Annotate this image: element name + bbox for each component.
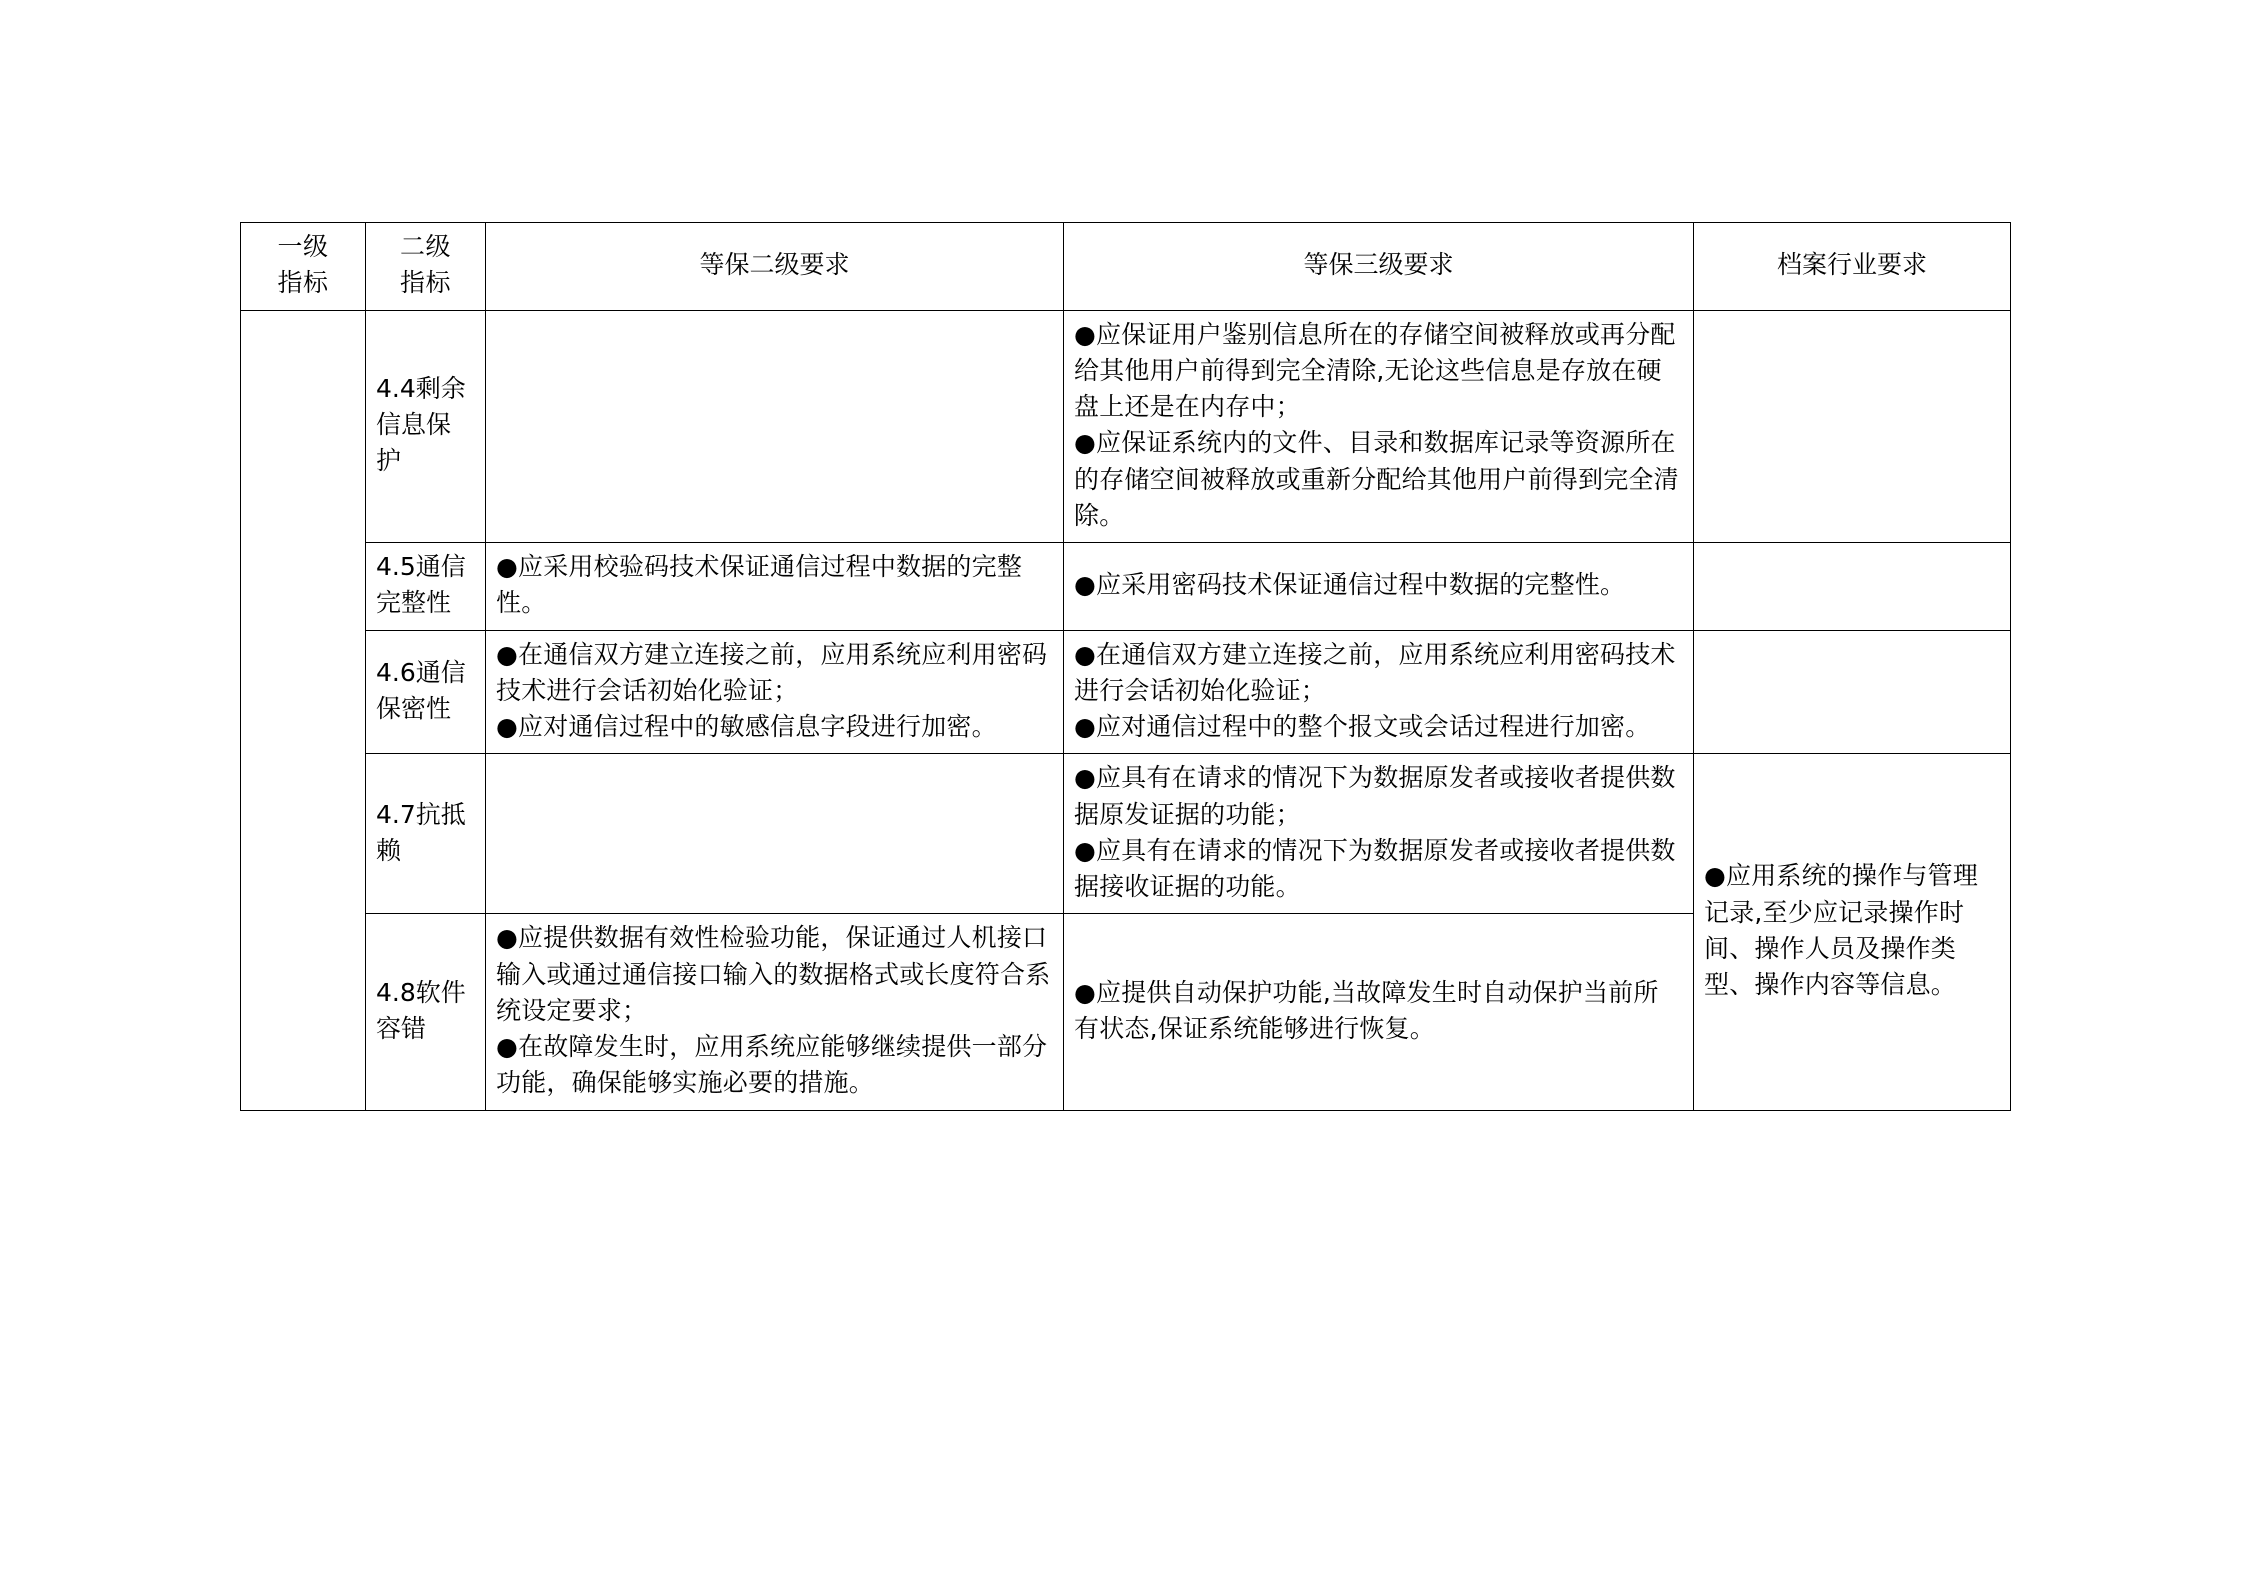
table-row — [241, 630, 2011, 754]
column-header-level3-requirement: 等保三级要求 — [1064, 223, 1694, 311]
column-header-archive-requirement: 档案行业要求 — [1694, 223, 2011, 311]
table-header-row — [241, 223, 2011, 311]
requirement-paragraph: ●应具有在请求的情况下为数据原发者或接收者提供数据接收证据的功能。 — [1074, 835, 1676, 901]
requirement-paragraph: ●应具有在请求的情况下为数据原发者或接收者提供数据原发证据的功能； — [1074, 763, 1676, 829]
requirement-paragraph: ●应提供数据有效性检验功能，保证通过人机接口输入或通过通信接口输入的数据格式或长度符合系统设定要求； — [496, 923, 1051, 1025]
level2-index-line: 完整性 — [376, 588, 452, 618]
column-header-level2-requirement: 等保二级要求 — [486, 223, 1064, 311]
archive-requirement-cell — [1694, 754, 2011, 1110]
requirement-paragraph: ●应保证系统内的文件、目录和数据库记录等资源所在的存储空间被释放或重新分配给其他用户前得到完全清除。 — [1074, 428, 1679, 530]
level2-requirement-cell — [486, 310, 1064, 543]
level2-index-line: 护 — [376, 446, 402, 476]
requirement-paragraph: ●应提供自动保护功能,当故障发生时自动保护当前所有状态,保证系统能够进行恢复。 — [1074, 977, 1659, 1043]
requirement-paragraph: ●应采用校验码技术保证通信过程中数据的完整性。 — [496, 552, 1023, 618]
requirement-paragraph: ●在故障发生时，应用系统应能够继续提供一部分功能，确保能够实施必要的措施。 — [496, 1032, 1048, 1098]
level3-requirement-cell — [1064, 914, 1694, 1110]
level2-requirement-cell — [486, 914, 1064, 1110]
column-header-level2-index — [366, 223, 486, 311]
level2-index-line: 信息保 — [376, 410, 452, 440]
level2-index-line: 容错 — [376, 1013, 427, 1043]
requirement-paragraph: ●在通信双方建立连接之前，应用系统应利用密码技术进行会话初始化验证； — [496, 639, 1048, 705]
level2-index-line: 保密性 — [376, 693, 452, 723]
requirements-table — [240, 222, 2011, 1111]
column-header-level1-line1: 一级 — [277, 232, 329, 261]
level3-requirement-cell — [1064, 754, 1694, 914]
level2-index-cell — [366, 543, 486, 631]
level2-requirement-cell — [486, 630, 1064, 754]
archive-requirement-cell — [1694, 310, 2011, 543]
requirement-paragraph: ●应保证用户鉴别信息所在的存储空间被释放或再分配给其他用户前得到完全清除,无论这些信息是存放在硬盘上还是在内存中； — [1074, 319, 1676, 421]
level2-index-line: 4.7抗抵 — [376, 799, 466, 829]
archive-requirement-cell — [1694, 630, 2011, 754]
requirement-paragraph: ●在通信双方建立连接之前，应用系统应利用密码技术进行会话初始化验证； — [1074, 639, 1676, 705]
table-body — [241, 310, 2011, 1110]
requirements-table-container — [240, 222, 2010, 1111]
table-row — [241, 310, 2011, 543]
table-row — [241, 754, 2011, 914]
requirement-paragraph: ●应用系统的操作与管理记录,至少应记录操作时间、操作人员及操作类型、操作内容等信息。 — [1704, 861, 1979, 1000]
table-header — [241, 223, 2011, 311]
level2-index-line: 赖 — [376, 835, 402, 865]
column-header-level1-index — [241, 223, 366, 311]
requirement-paragraph: ●应对通信过程中的敏感信息字段进行加密。 — [496, 712, 997, 741]
level2-index-line: 4.8软件 — [376, 977, 466, 1007]
level2-index-cell — [366, 914, 486, 1110]
level1-index-cell — [241, 310, 366, 1110]
level3-requirement-cell — [1064, 543, 1694, 631]
level2-index-cell — [366, 630, 486, 754]
level2-index-line: 4.4剩余 — [376, 373, 466, 403]
level2-requirement-cell — [486, 754, 1064, 914]
level2-index-cell — [366, 310, 486, 543]
requirement-paragraph: ●应采用密码技术保证通信过程中数据的完整性。 — [1074, 570, 1626, 600]
column-header-level1-line2: 指标 — [277, 268, 329, 298]
column-header-level2-line2: 指标 — [399, 268, 451, 298]
level3-requirement-cell — [1064, 310, 1694, 543]
level2-index-line: 4.5通信 — [376, 552, 466, 581]
level2-requirement-cell — [486, 543, 1064, 631]
level2-index-line: 4.6通信 — [376, 657, 466, 687]
column-header-level2-line1: 二级 — [399, 232, 451, 261]
requirement-paragraph: ●应对通信过程中的整个报文或会话过程进行加密。 — [1074, 712, 1651, 741]
archive-requirement-cell — [1694, 543, 2011, 631]
table-row — [241, 543, 2011, 631]
level3-requirement-cell — [1064, 630, 1694, 754]
level2-index-cell — [366, 754, 486, 914]
